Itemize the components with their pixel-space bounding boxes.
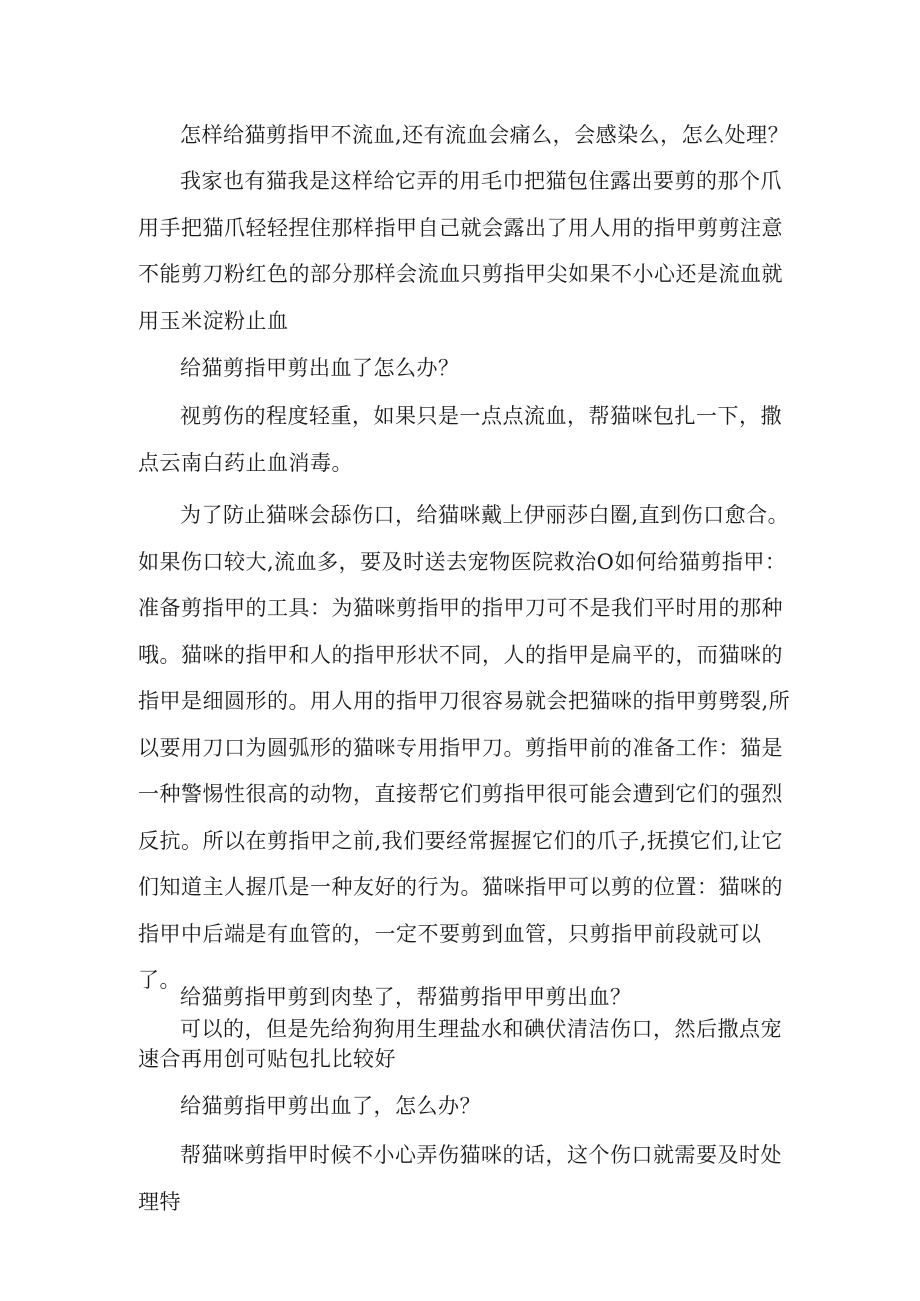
question-heading-2: 给猫剪指甲剪出血了怎么办？ [180, 356, 460, 380]
answer-paragraph-2: 视剪伤的程度轻重，如果只是一点点流血，帮猫咪包扎一下，撒点云南白药止血消毒。 [138, 404, 782, 475]
answer-paragraph-3: 为了防止猫咪会舔伤口，给猫咪戴上伊丽莎白圈,直到伤口愈合。如果伤口较大,流血多，要及时送去宠物医院救治O如何给猫剪指甲：准备剪指甲的工具：为猫咪剪指甲的指甲刀可不是我们平时用的那种哦。猫咪的指甲和人的指甲形状不同，人的指甲是扁平的，而猫咪的指甲是细圆形的。用人用的指甲刀很容易就会把猫咪的指甲剪劈裂,所以要用刀口为圆弧形的猫咪专用指甲刀。剪指甲前的准备工作：猫是一种警惕性很高的动物，直接帮它们剪指甲很可能会遭到它们的强烈反抗。所以在剪指甲之前,我们要经常握握它们的爪子,抚摸它们,让它们知道主人握爪是一种友好的行为。猫咪指甲可以剪的位置：猫咪的指甲中后端是有血管的，一定不要剪到血管，只剪指甲前段就可以了。 [138, 503, 791, 992]
question-heading-1: 怎样给猫剪指甲不流血,还有流血会痛么，会感染么，怎么处理？ [180, 123, 790, 147]
answer-paragraph-4: 可以的，但是先给狗狗用生理盐水和碘伏清洁伤口，然后撒点宠速合再用创可贴包扎比较好 [138, 1017, 782, 1071]
answer-paragraph-1: 我家也有猫我是这样给它弄的用毛巾把猫包住露出要剪的那个爪用手把猫爪轻轻捏住那样指甲自己就会露出了用人用的指甲剪剪注意不能剪刀粉红色的部分那样会流血只剪指甲尖如果不小心还是流血就用玉米淀粉止血 [138, 169, 783, 333]
answer-paragraph-5: 帮猫咪剪指甲时候不小心弄伤猫咪的话，这个伤口就需要及时处理特 [138, 1143, 782, 1214]
question-heading-4: 给猫剪指甲剪出血了，怎么办？ [180, 1094, 481, 1118]
question-heading-3: 给猫剪指甲剪到肉垫了，帮猫剪指甲甲剪出血？ [180, 985, 632, 1009]
